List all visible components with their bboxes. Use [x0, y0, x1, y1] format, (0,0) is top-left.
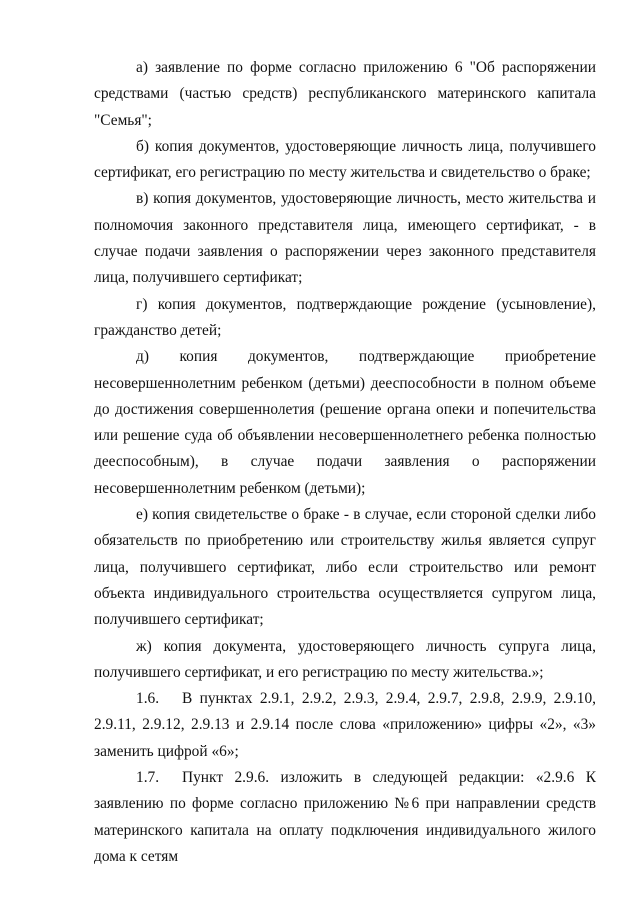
paragraph-b: б) копия документов, удостоверяющие личность лица, получившего сертификат, его регистрацию по месту жительства и свидетельство о браке; [94, 137, 596, 182]
paragraph-zh: ж) копия документа, удостоверяющего личность супруга лица, получившего сертификат, и его регистрацию по месту жительства.»; [94, 637, 596, 681]
clause-1-6: 1.6. В пунктах 2.9.1, 2.9.2, 2.9.3, 2.9.4, 2.9.7, 2.9.8, 2.9.9, 2.9.10, 2.9.11, 2.9.12, 2.9.13 и 2.9.14 после слова «приложению» цифры «2», «3» заменить цифрой «6»; [94, 686, 596, 765]
paragraph-e: е) копия свидетельстве о браке - в случае, если стороной сделки либо обязательств по приобретению или строительству жилья является супруг лица, получившего сертификат, либо если строительство или ремонт объекта индивидуального строительства осуществляется супругом лица, получившего сертификат; [94, 506, 596, 629]
clause-number: 1.6. [136, 690, 160, 708]
clause-1-7: 1.7. Пункт 2.9.6. изложить в следующей редакции: «2.9.6 К заявлению по форме согласно приложению №6 при направлении средств материнского капитала на оплату подключения индивидуального жилого дома к сетям [94, 765, 596, 870]
paragraph-d: д) копия документов, подтверждающие приобретение несовершеннолетним ребенком (детьми) дееспособности в полном объеме до достижения совершеннолетия (решение органа опеки и попечительства или решение суда об объявлении несовершеннолетнего ребенка полностью дееспособным), в случае подачи заявления о распоряжении несовершеннолетним ребенком (детьми); [94, 348, 596, 497]
paragraph-v: в) копия документов, удостоверяющие личность, место жительства и полномочия законного представителя лица, имеющего сертификат, - в случае подачи заявления о распоряжении через законного представителя лица, получившего сертификат; [94, 190, 596, 287]
paragraph-a: а) заявление по форме согласно приложению 6 "Об распоряжении средствами (частью средств) республиканского материнского капитала "Семья"; [94, 59, 596, 129]
paragraph-g: г) копия документов, подтверждающие рождение (усыновление), гражданство детей; [94, 295, 596, 339]
clause-number: 1.7. [136, 769, 160, 787]
